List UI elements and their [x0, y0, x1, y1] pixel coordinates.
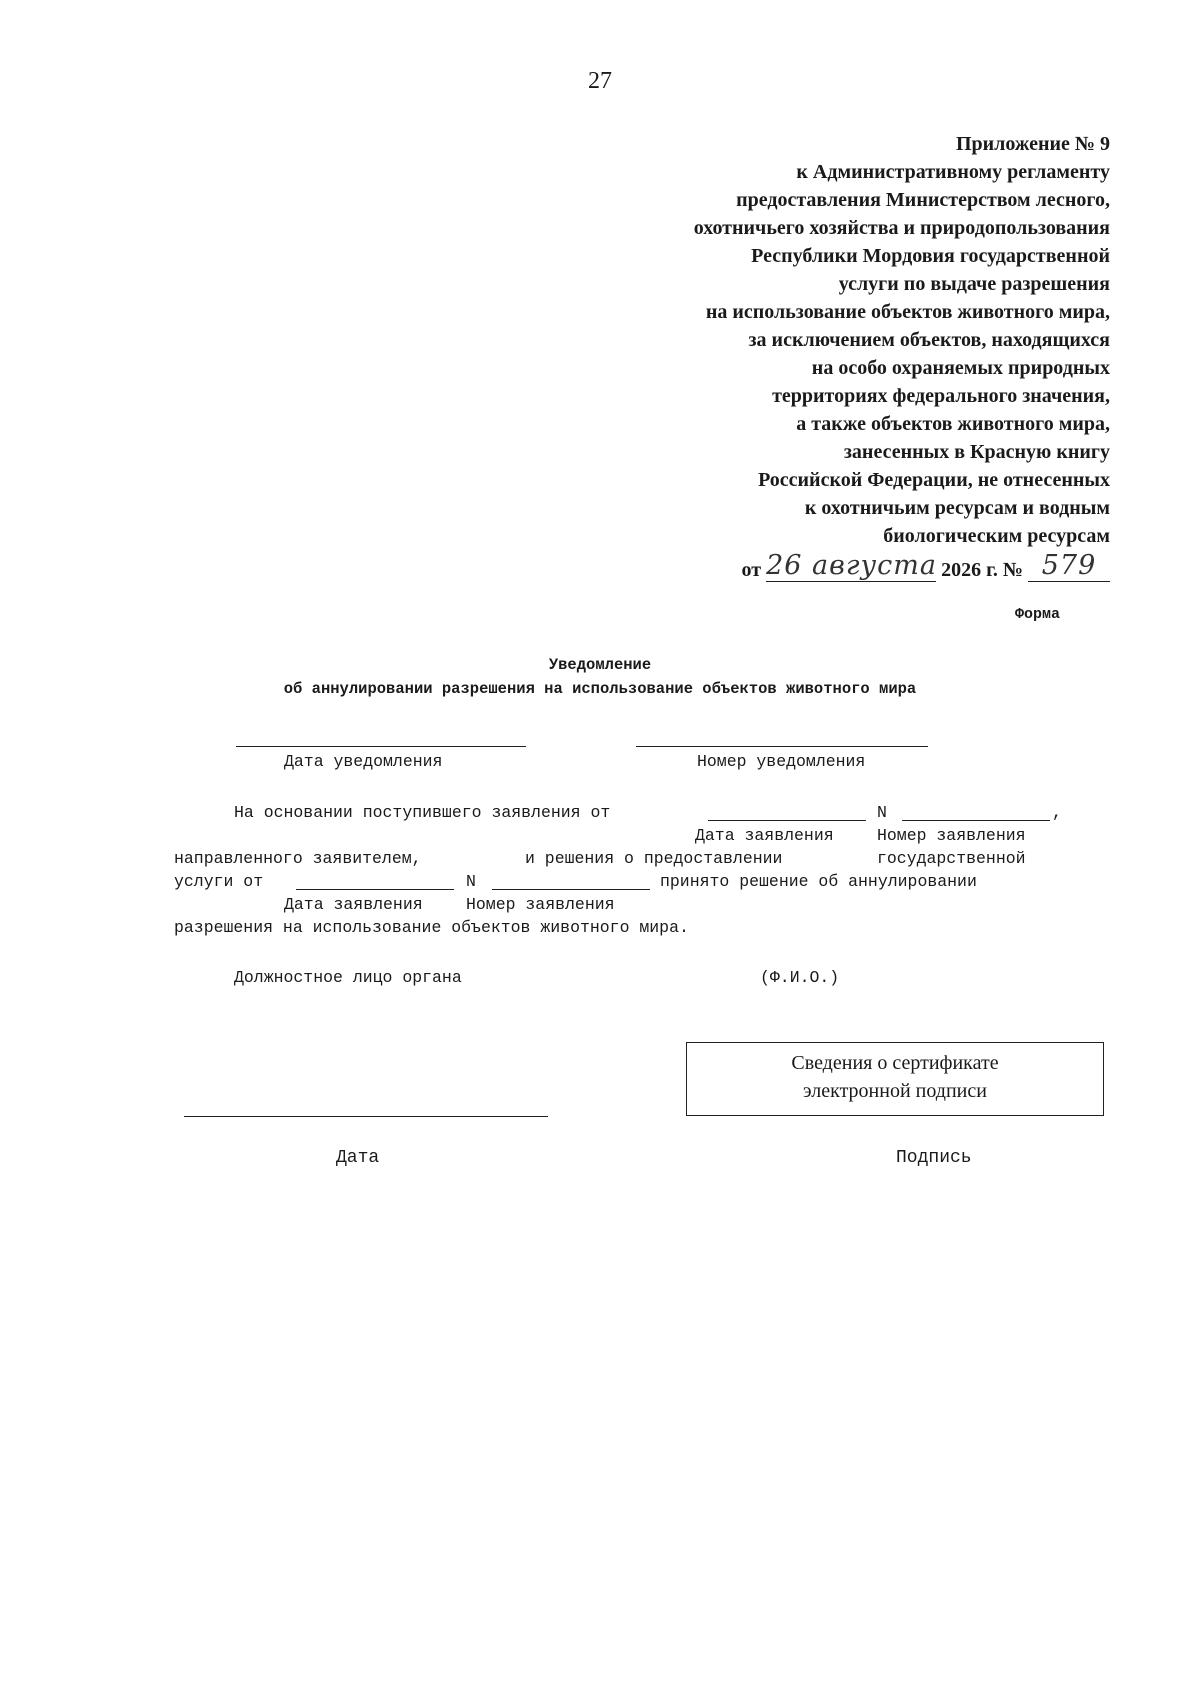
date-prefix: от	[741, 559, 762, 581]
signature-label: Подпись	[896, 1148, 972, 1168]
appendix-line: к охотничьим ресурсам и водным	[804, 497, 1110, 519]
appendix-line: биологическим ресурсам	[883, 525, 1110, 547]
notice-subtitle: об аннулировании разрешения на использование объектов животного мира	[283, 680, 917, 698]
sub-label-number-1: Номер заявления	[877, 826, 1026, 845]
appendix-line: Российской Федерации, не отнесенных	[758, 469, 1110, 491]
appendix-line: на особо охраняемых природных	[811, 357, 1110, 379]
page-number: 27	[588, 68, 612, 94]
cert-line-1: Сведения о сертификате	[791, 1052, 999, 1074]
sub-label-number-2: Номер заявления	[466, 895, 615, 914]
form-label: Форма	[1014, 606, 1060, 623]
appendix-line: за исключением объектов, находящихся	[748, 329, 1110, 351]
signature-date-label: Дата	[336, 1148, 380, 1168]
notice-date-label: Дата уведомления	[284, 752, 443, 771]
body-line-2-mid: и решения о предоставлении	[525, 849, 783, 868]
decision-date-line	[296, 889, 454, 890]
body-line-1	[234, 803, 610, 822]
body-line-3-left: услуги от	[174, 872, 264, 891]
sub-label-date-1: Дата заявления	[695, 826, 834, 845]
notice-number-label: Номер уведомления	[697, 752, 866, 771]
handwritten-date: 26 августа	[766, 550, 937, 581]
body-line-2-left: направленного заявителем,	[174, 849, 422, 868]
appendix-line: предоставления Министерством лесного,	[736, 189, 1110, 211]
appendix-line: территориях федерального значения,	[772, 385, 1110, 407]
n-sign-1: N	[877, 803, 887, 822]
signature-certificate-box	[686, 1042, 1104, 1116]
sub-label-date-2: Дата заявления	[284, 895, 423, 914]
body-line-4: разрешения на использование объектов животного мира.	[174, 918, 689, 937]
application-number-line-1	[902, 820, 1050, 821]
appendix-line: охотничьего хозяйства и природопользования	[693, 217, 1110, 239]
appendix-line: к Административному регламенту	[796, 161, 1110, 183]
appendix-line: занесенных в Красную книгу	[843, 441, 1110, 463]
appendix-title: Приложение № 9	[955, 133, 1110, 155]
regulation-date-row	[742, 552, 1111, 584]
signature-date-line	[184, 1116, 548, 1117]
body-line-2-right: государственной	[877, 849, 1026, 868]
fio-label: (Ф.И.О.)	[760, 968, 840, 987]
official-label: Должностное лицо органа	[234, 968, 462, 987]
n-sign-2: N	[466, 872, 476, 891]
decision-number-line	[492, 889, 650, 890]
year-text: 2026 г. №	[941, 559, 1023, 581]
appendix-line: а также объектов животного мира,	[796, 413, 1110, 435]
appendix-line: услуги по выдаче разрешения	[838, 273, 1110, 295]
body-line-3-right: принято решение об аннулировании	[660, 872, 977, 891]
notice-date-line	[236, 746, 526, 747]
body-line-1-text: На основании поступившего заявления от	[234, 803, 611, 822]
cert-line-2: электронной подписи	[803, 1080, 987, 1102]
appendix-header	[490, 130, 1110, 550]
comma: ,	[1052, 803, 1062, 822]
appendix-line: на использование объектов животного мира,	[705, 301, 1110, 323]
application-date-line-1	[708, 820, 866, 821]
handwritten-number: 579	[1028, 550, 1110, 582]
notice-number-line	[636, 746, 928, 747]
appendix-line: Республики Мордовия государственной	[751, 245, 1110, 267]
notice-title: Уведомление	[548, 656, 652, 674]
